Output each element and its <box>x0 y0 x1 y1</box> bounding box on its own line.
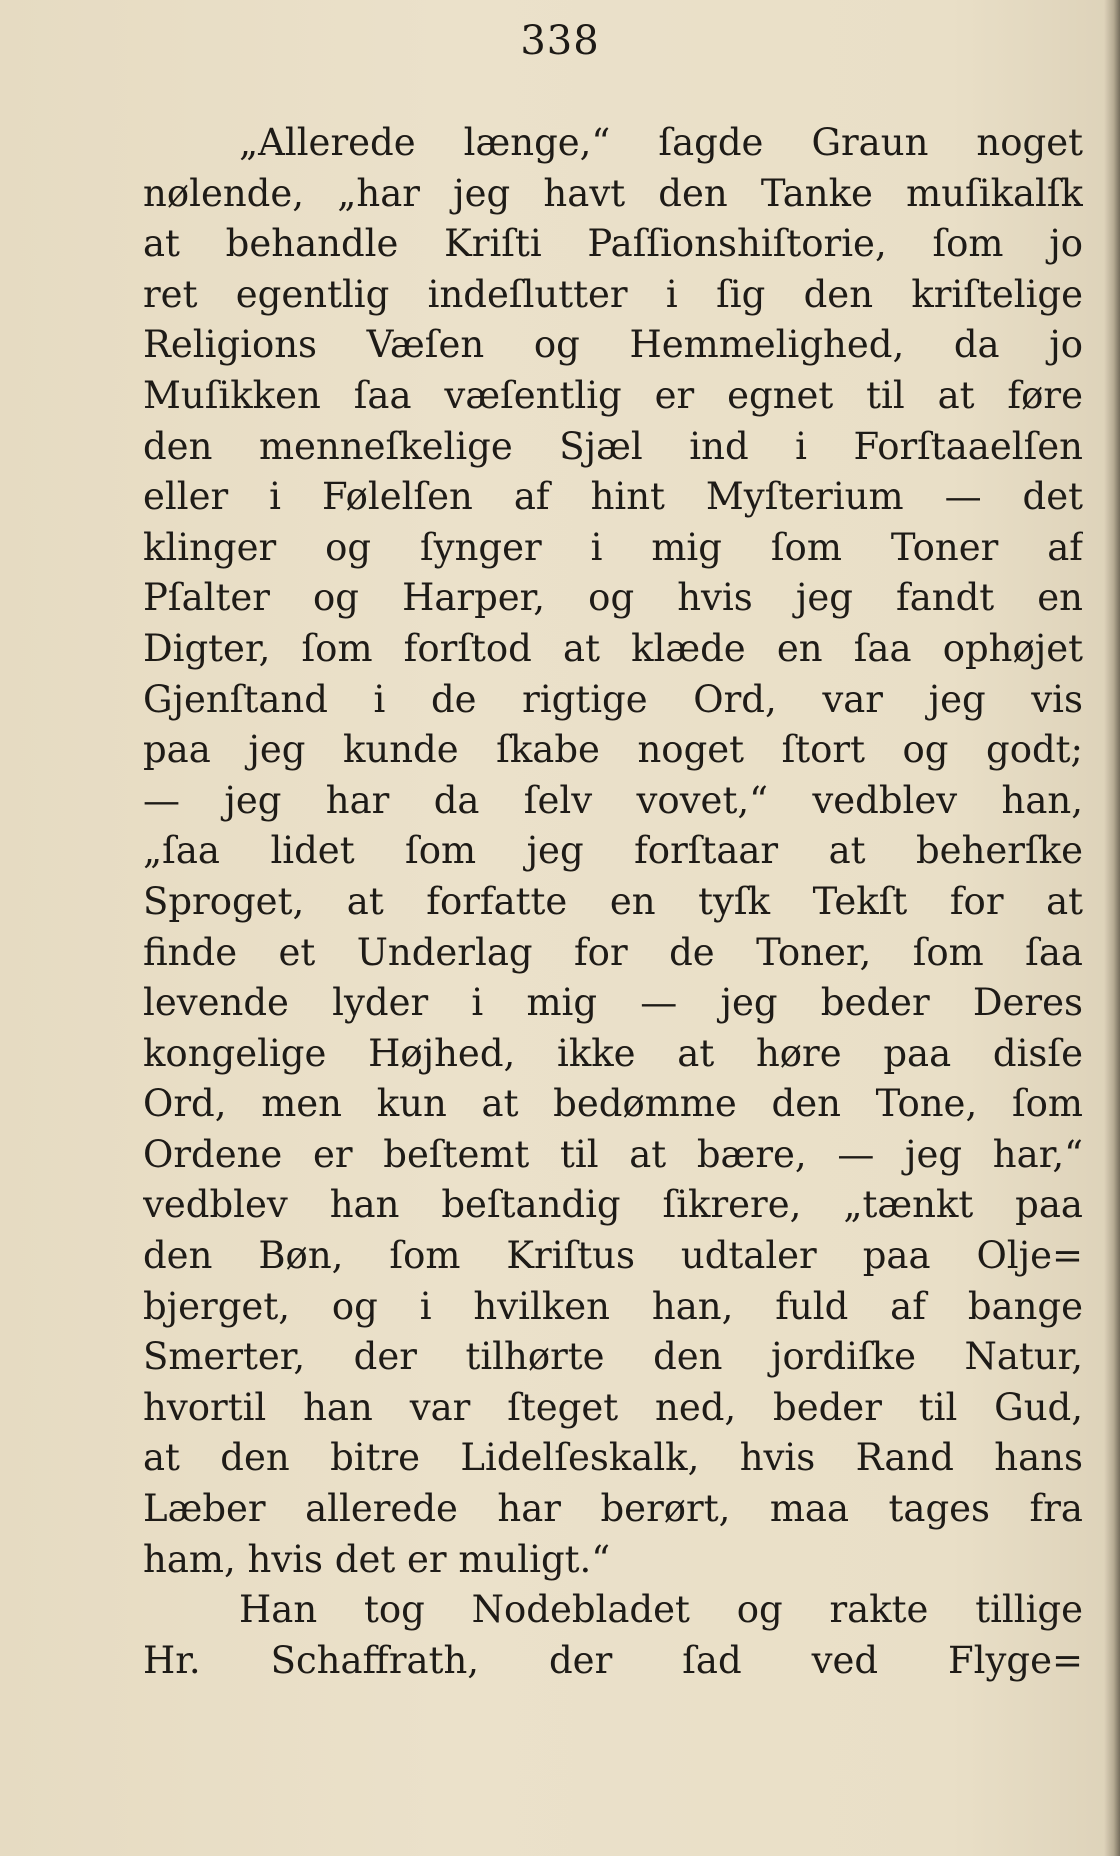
text-line: bjerget, og i hvilken han, fuld af bange <box>143 1284 1083 1328</box>
text-line: paa jeg kunde ſkabe noget ſtort og godt; <box>143 728 1083 772</box>
text-line: Religions Væſen og Hemmelighed, da jo <box>143 323 1083 367</box>
text-line: Han tog Nodebladet og rakte tillige <box>239 1588 1083 1632</box>
text-line: Ordene er beſtemt til at bære, — jeg har,“ <box>143 1132 1083 1176</box>
text-line: at behandle Kriſti Paſſionshiſtorie, ſom jo <box>143 222 1083 266</box>
text-line: hvortil han var ſteget ned, beder til Gud, <box>143 1385 1083 1429</box>
text-line: den Bøn, ſom Kriſtus udtaler paa Olje= <box>143 1234 1083 1278</box>
text-line: ret egentlig indeſlutter i ſig den kriſtelige <box>143 272 1083 316</box>
text-line: Hr. Schaffrath, der ſad ved Flyge= <box>143 1638 1083 1682</box>
body-text <box>143 118 1083 1686</box>
text-line: finde et Underlag for de Toner, ſom ſaa <box>143 930 1083 974</box>
text-line: eller i Følelſen af hint Myſterium — det <box>143 475 1083 519</box>
page-edge-shadow <box>1104 0 1120 1856</box>
text-line: kongelige Højhed, ikke at høre paa disſe <box>143 1031 1083 1075</box>
text-line: „ſaa lidet ſom jeg forſtaar at beherſke <box>143 829 1083 873</box>
text-line: vedblev han beſtandig ſikrere, „tænkt paa <box>143 1183 1083 1227</box>
text-line: levende lyder i mig — jeg beder Deres <box>143 981 1083 1025</box>
text-line: Gjenſtand i de rigtige Ord, var jeg vis <box>143 677 1083 721</box>
text-line: klinger og ſynger i mig ſom Toner af <box>143 525 1083 569</box>
text-line: nølende, „har jeg havt den Tanke muſikalſk <box>143 171 1083 215</box>
text-line: Muſikken ſaa væſentlig er egnet til at føre <box>143 373 1083 417</box>
text-line: Læber allerede har berørt, maa tages fra <box>143 1487 1083 1531</box>
text-line: Smerter, der tilhørte den jordiſke Natur, <box>143 1335 1083 1379</box>
text-line: at den bitre Lidelſeskalk, hvis Rand hans <box>143 1436 1083 1480</box>
text-line: — jeg har da ſelv vovet,“ vedblev han, <box>143 778 1083 822</box>
text-line: Digter, ſom forſtod at klæde en ſaa ophøjet <box>143 626 1083 670</box>
text-line: ham, hvis det er muligt.“ <box>143 1537 611 1581</box>
text-line: den menneſkelige Sjæl ind i Forſtaaelſen <box>143 424 1083 468</box>
text-line: Ord, men kun at bedømme den Tone, ſom <box>143 1082 1083 1126</box>
text-line: Sproget, at forfatte en tyſk Tekſt for at <box>143 879 1083 923</box>
text-line: „Allerede længe,“ ſagde Graun noget <box>239 121 1083 164</box>
page-number: 338 <box>520 18 600 64</box>
text-line: Pſalter og Harper, og hvis jeg fandt en <box>143 576 1083 620</box>
